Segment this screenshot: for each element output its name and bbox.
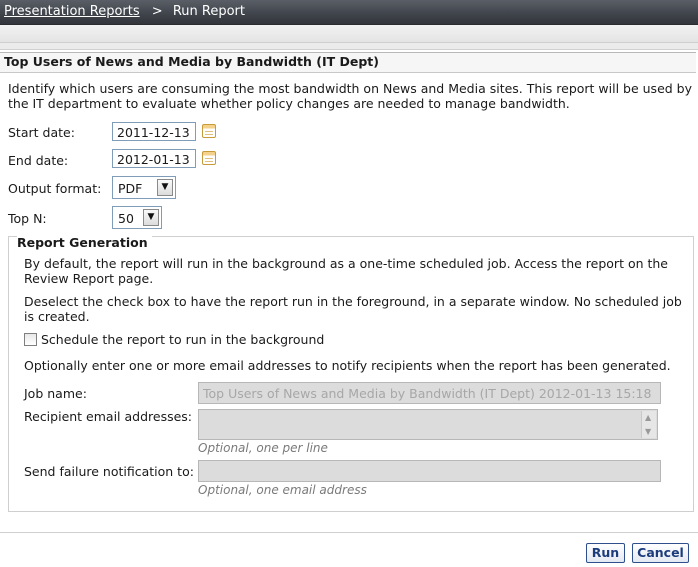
breadcrumb-current: Run Report bbox=[172, 4, 245, 19]
failure-notification-label: Send failure notification to: bbox=[24, 464, 194, 479]
report-generation-legend: Report Generation bbox=[17, 235, 152, 250]
textarea-scrollbar[interactable] bbox=[641, 411, 656, 438]
job-name-input[interactable]: Top Users of News and Media by Bandwidth (IT Dept) 2012-01-13 15:18 bbox=[198, 382, 661, 404]
cancel-button[interactable]: Cancel bbox=[632, 543, 689, 563]
calendar-icon[interactable] bbox=[202, 124, 216, 138]
foreground-info: Deselect the check box to have the report run in the foreground, in a separate window. No scheduled job is created. bbox=[24, 294, 682, 324]
output-format-select[interactable] bbox=[112, 176, 176, 199]
calendar-icon[interactable] bbox=[202, 151, 216, 165]
end-date-label: End date: bbox=[8, 153, 69, 168]
start-date-label: Start date: bbox=[8, 125, 75, 140]
schedule-background-checkbox[interactable] bbox=[24, 333, 37, 346]
job-name-label: Job name: bbox=[24, 386, 87, 401]
failure-notification-hint: Optional, one email address bbox=[198, 483, 367, 497]
output-format-value: PDF bbox=[118, 181, 143, 196]
output-format-label: Output format: bbox=[8, 181, 102, 196]
scroll-up-icon[interactable]: ▲ bbox=[645, 413, 652, 422]
toolbar-band bbox=[0, 25, 698, 43]
end-date-input[interactable]: 2012-01-13 bbox=[112, 149, 196, 168]
chevron-down-icon[interactable]: ▼ bbox=[157, 179, 173, 196]
scroll-down-icon[interactable]: ▼ bbox=[645, 427, 652, 436]
recipient-emails-label: Recipient email addresses: bbox=[24, 409, 193, 424]
top-n-label: Top N: bbox=[8, 211, 47, 226]
top-n-select[interactable] bbox=[112, 206, 162, 229]
chevron-down-icon[interactable]: ▼ bbox=[143, 209, 159, 226]
recipient-emails-hint: Optional, one per line bbox=[198, 441, 328, 455]
breadcrumb bbox=[4, 4, 245, 19]
report-generation-info: By default, the report will run in the background as a one-time scheduled job. Access the report on the Review Report page. bbox=[24, 256, 669, 286]
footer-divider bbox=[0, 532, 698, 533]
top-n-value: 50 bbox=[118, 211, 134, 226]
page-title: Top Users of News and Media by Bandwidth (IT Dept) bbox=[4, 54, 379, 69]
failure-notification-input[interactable] bbox=[198, 460, 661, 482]
toolbar-band-lower bbox=[0, 43, 698, 50]
breadcrumb-bar bbox=[0, 0, 698, 25]
breadcrumb-separator: > bbox=[151, 4, 163, 19]
breadcrumb-link-presentation-reports[interactable]: Presentation Reports bbox=[4, 4, 140, 19]
email-intro-text: Optionally enter one or more email addresses to notify recipients when the report has been generated. bbox=[24, 358, 671, 373]
report-title-bar bbox=[0, 52, 696, 73]
start-date-input[interactable]: 2011-12-13 bbox=[112, 122, 196, 141]
schedule-background-label[interactable]: Schedule the report to run in the background bbox=[41, 332, 325, 347]
recipient-emails-textarea[interactable] bbox=[198, 409, 658, 440]
report-description: Identify which users are consuming the most bandwidth on News and Media sites. This report will be used by the IT department to evaluate whether policy changes are needed to manage bandwidth. bbox=[8, 81, 693, 111]
run-button[interactable]: Run bbox=[586, 543, 625, 563]
